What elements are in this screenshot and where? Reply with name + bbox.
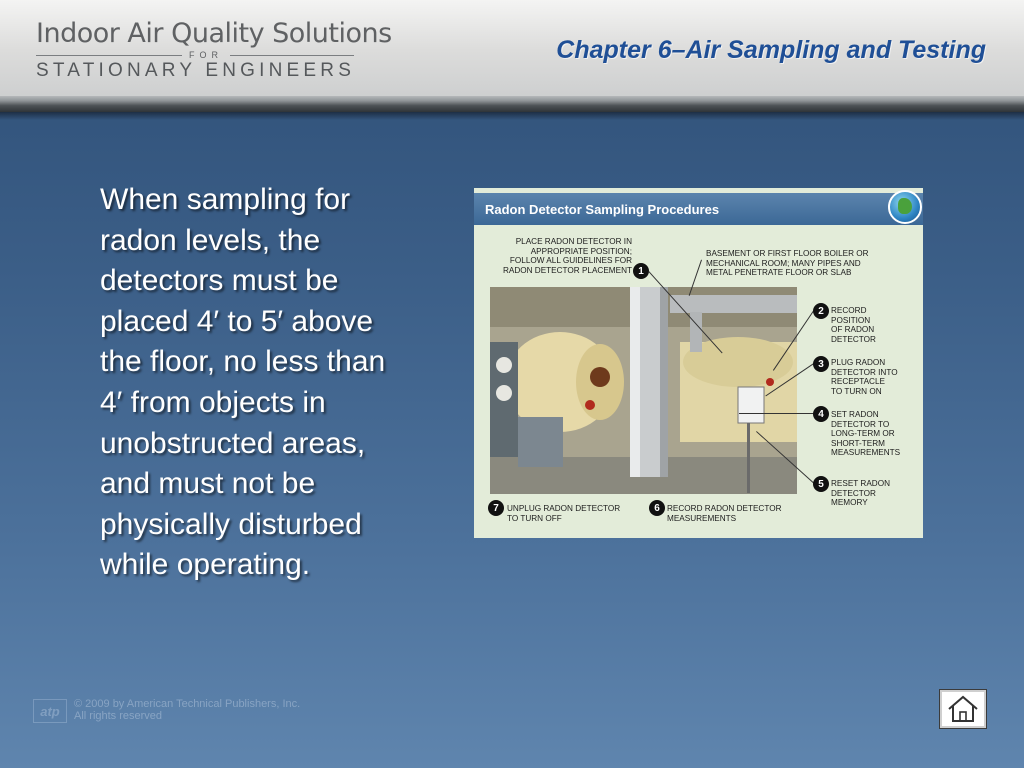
logo-divider-left: [36, 55, 182, 56]
home-button[interactable]: [939, 689, 987, 729]
step-label-6: RECORD RADON DETECTOR MEASUREMENTS: [667, 504, 782, 523]
step-badge-4: 4: [813, 406, 829, 422]
home-icon: [940, 690, 986, 728]
publisher-logo: atp: [33, 699, 67, 723]
label-place-detector: PLACE RADON DETECTOR IN APPROPRIATE POSITION; FOLLOW ALL GUIDELINES FOR RADON DETECTOR PLACEMENT: [502, 237, 632, 275]
logo-title: Indoor Air Quality Solutions: [36, 18, 392, 49]
body-line: 4′ from objects in: [100, 385, 326, 419]
label-location: BASEMENT OR FIRST FLOOR BOILER OR MECHANICAL ROOM; MANY PIPES AND METAL PENETRATE FLOOR OR SLAB: [706, 249, 869, 278]
step-label-2: RECORD POSITION OF RADON DETECTOR: [831, 306, 876, 344]
body-line: and must not be: [100, 467, 316, 501]
boiler-room-photo: [490, 287, 797, 494]
body-line: while operating.: [100, 548, 311, 582]
step-badge-1: 1: [633, 263, 649, 279]
step-badge-6: 6: [649, 500, 665, 516]
body-line: physically disturbed: [100, 507, 362, 541]
globe-icon: [888, 190, 922, 224]
logo-for: FOR: [189, 50, 223, 60]
chapter-title: Chapter 6–Air Sampling and Testing: [556, 36, 986, 64]
body-line: unobstructed areas,: [100, 426, 366, 460]
figure-title: Radon Detector Sampling Procedures: [485, 202, 720, 217]
body-text: [100, 180, 440, 586]
body-line: detectors must be: [100, 264, 339, 298]
radon-figure: [474, 188, 923, 538]
body-line: the floor, no less than: [100, 345, 386, 379]
body-line: placed 4′ to 5′ above: [100, 304, 374, 338]
leader-line-4: [739, 413, 814, 414]
body-line: radon levels, the: [100, 223, 321, 257]
logo-divider-right: [230, 55, 354, 56]
boiler-room-image: [490, 287, 797, 494]
step-label-7: UNPLUG RADON DETECTOR TO TURN OFF: [507, 504, 621, 523]
body-line: When sampling for: [100, 183, 351, 216]
header-shadow: [0, 112, 1024, 120]
step-badge-7: 7: [488, 500, 504, 516]
step-badge-2: 2: [813, 303, 829, 319]
step-badge-5: 5: [813, 476, 829, 492]
step-label-3: PLUG RADON DETECTOR INTO RECEPTACLE TO TURN ON: [831, 358, 898, 396]
logo-subtitle: STATIONARY ENGINEERS: [36, 60, 356, 81]
step-label-5: RESET RADON DETECTOR MEMORY: [831, 479, 890, 508]
copyright-text: © 2009 by American Technical Publishers, Inc. All rights reserved: [74, 698, 301, 722]
step-badge-3: 3: [813, 356, 829, 372]
step-label-4: SET RADON DETECTOR TO LONG-TERM OR SHORT-TERM MEASUREMENTS: [831, 410, 901, 458]
figure-title-bar: [474, 193, 923, 225]
header-rule: [0, 96, 1024, 112]
